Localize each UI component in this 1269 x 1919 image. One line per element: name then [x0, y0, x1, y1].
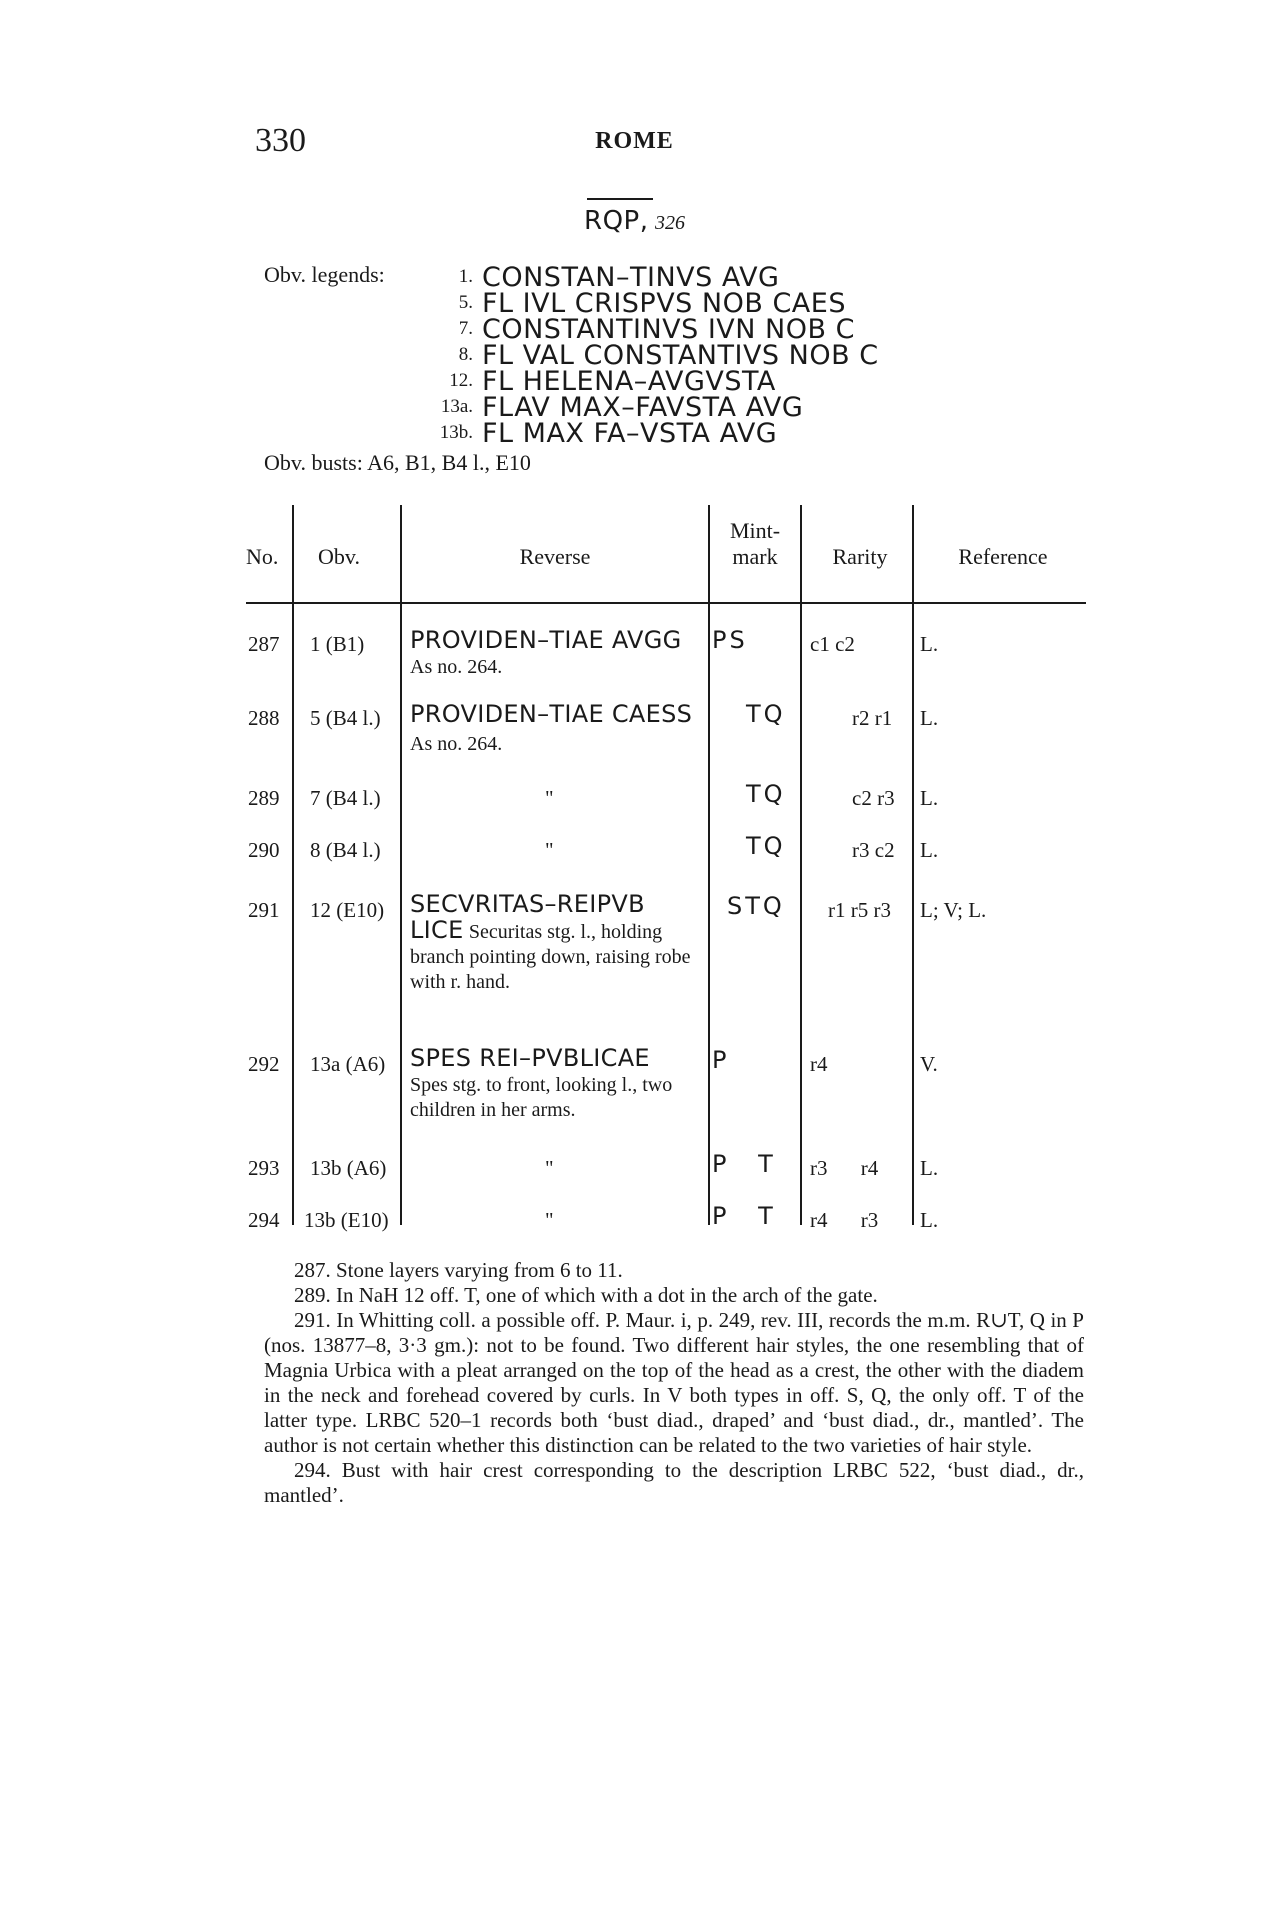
- cell-mintmark: PS: [712, 626, 748, 654]
- reverse-description: As no. 264.: [410, 656, 503, 678]
- cell-rarity: c1 c2: [810, 632, 855, 656]
- cell-rarity: r4 r3: [810, 1208, 879, 1232]
- cell-obv: 13a (A6): [310, 1052, 386, 1076]
- cell-mintmark: TQ: [746, 700, 786, 728]
- cell-no: 288: [248, 706, 280, 730]
- mint-heading: [584, 206, 685, 236]
- cell-reference: L.: [920, 632, 939, 656]
- col-header-mintmark-line2: mark: [732, 544, 778, 569]
- obverse-legends-label: Obv. legends:: [264, 262, 385, 287]
- legend-text: CONSTAN–TINVS AVG: [482, 262, 780, 293]
- column-divider: [708, 505, 710, 1225]
- legend-item: [0, 392, 804, 423]
- cell-obv: 13b (A6): [310, 1156, 387, 1180]
- footnote: 294. Bust with hair crest corresponding to the description LRBC 522, ‘bust diad., dr., mantled’.: [264, 1458, 1084, 1507]
- mint-date: 326: [654, 212, 685, 234]
- cell-rarity: r1 r5 r3: [828, 898, 891, 922]
- cell-obv: 13b (E10): [304, 1208, 389, 1232]
- cell-reverse: [410, 1046, 700, 1122]
- cell-reference: L.: [920, 786, 939, 810]
- reverse-description: As no. 264.: [410, 733, 503, 755]
- cell-no: 292: [248, 1052, 280, 1076]
- cell-no: 294: [248, 1208, 280, 1232]
- col-header-reverse: Reverse: [519, 544, 591, 569]
- cell-reference: L.: [920, 1208, 939, 1232]
- running-title: ROME: [595, 128, 674, 154]
- footnote: 291. In Whitting coll. a possible off. P. Maur. i, p. 249, rev. III, records the m.m. R∪T, Q in P (nos. 13877–8, 3·3 gm.): not to be found. Two different hair styles, the one resembling that of Magnia Urbica with a pleat arranged on the top of the head as a crest, the other with the diadem in the neck and forehead covered by curls. In V both types in off. S, Q, the only off. T of the latter type. LRBC 520–1 records both ‘bust diad., draped’ and ‘bust diad., dr., mantled’. The author is not certain whether this distinction can be related to the two varieties of hair style.: [264, 1308, 1084, 1457]
- cell-no: 287: [248, 632, 280, 656]
- legend-text: FL VAL CONSTANTIVS NOB C: [482, 340, 879, 371]
- reverse-legend: PROVIDEN–TIAE CAESS: [410, 700, 693, 728]
- cell-reference: L; V; L.: [920, 898, 987, 922]
- legend-item: [0, 288, 846, 319]
- col-header-no: No.: [246, 544, 279, 569]
- cell-reverse-ditto: ": [545, 838, 554, 862]
- cell-obv: 12 (E10): [310, 898, 385, 922]
- cell-obv: 7 (B4 l.): [310, 786, 381, 810]
- col-header-mintmark-line1: Mint-: [729, 518, 781, 543]
- table-header-rule: [246, 602, 1086, 604]
- column-divider: [400, 505, 402, 1225]
- cell-rarity: r3 c2: [852, 838, 895, 862]
- legend-number: 1.: [458, 266, 473, 287]
- cell-mintmark: P T: [712, 1150, 785, 1178]
- column-divider: [292, 505, 294, 1225]
- cell-mintmark: P: [712, 1046, 730, 1074]
- column-divider: [800, 505, 802, 1225]
- col-header-reference: Reference: [958, 544, 1048, 569]
- cell-rarity: r3 r4: [810, 1156, 879, 1180]
- cell-reverse-ditto: ": [545, 1208, 554, 1232]
- reverse-legend: PROVIDEN–TIAE AVGG: [410, 626, 682, 654]
- reverse-legend: SECVRITAS–REIPVB LICE: [410, 890, 645, 944]
- legend-text: FL IVL CRISPVS NOB CAES: [482, 288, 846, 319]
- cell-reference: L.: [920, 838, 939, 862]
- cell-reference: L.: [920, 1156, 939, 1180]
- legend-text: FL HELENA–AVGVSTA: [482, 366, 776, 397]
- legend-text: CONSTANTINVS IVN NOB C: [482, 314, 855, 345]
- reverse-description: Spes stg. to front, looking l., two children in her arms.: [410, 1074, 673, 1121]
- cell-no: 291: [248, 898, 280, 922]
- legend-number: 13a.: [440, 396, 473, 417]
- reverse-legend: SPES REI–PVBLICAE: [410, 1044, 650, 1072]
- cell-rarity: r2 r1: [852, 706, 893, 730]
- footnote: 287. Stone layers varying from 6 to 11.: [294, 1258, 623, 1282]
- cell-no: 290: [248, 838, 280, 862]
- legend-item: [0, 418, 778, 449]
- legend-number: 7.: [458, 318, 473, 339]
- cell-rarity: c2 r3: [852, 786, 895, 810]
- cell-mintmark: TQ: [746, 832, 786, 860]
- legend-number: 8.: [458, 344, 473, 365]
- legend-item: [0, 340, 879, 371]
- legend-item: [0, 366, 776, 397]
- legend-item: [0, 262, 780, 293]
- cell-obv: 8 (B4 l.): [310, 838, 381, 862]
- reverse-description: Securitas stg. l., holding branch pointing down, raising robe with r. hand.: [410, 921, 691, 993]
- cell-no: 289: [248, 786, 280, 810]
- legend-text: FLAV MAX–FAVSTA AVG: [482, 392, 804, 423]
- footnote: 289. In NaH 12 off. T, one of which with a dot in the arch of the gate.: [294, 1283, 878, 1307]
- cell-reference: L.: [920, 706, 939, 730]
- cell-reference: V.: [920, 1052, 938, 1076]
- cell-reverse: [410, 892, 700, 994]
- legend-text: FL MAX FA–VSTA AVG: [482, 418, 778, 449]
- obverse-busts: Obv. busts: A6, B1, B4 l., E10: [264, 450, 531, 475]
- cell-reverse-ditto: ": [545, 1156, 554, 1180]
- cell-rarity: r4: [810, 1052, 828, 1076]
- cell-mintmark: P T: [712, 1202, 785, 1230]
- legend-number: 5.: [458, 292, 473, 313]
- cell-obv: 1 (B1): [310, 632, 365, 656]
- footnotes: [264, 1258, 1084, 1508]
- mint-name: RQP,: [584, 206, 649, 236]
- cell-reverse-ditto: ": [545, 786, 554, 810]
- legend-number: 12.: [449, 370, 473, 391]
- col-header-obv: Obv.: [318, 544, 360, 569]
- cell-mintmark: TQ: [746, 780, 786, 808]
- mint-overline: [587, 198, 653, 200]
- legend-number: 13b.: [439, 422, 473, 443]
- page-number: 330: [255, 122, 306, 159]
- col-header-rarity: Rarity: [832, 544, 888, 569]
- cell-reverse: [410, 626, 706, 679]
- legend-item: [0, 314, 855, 345]
- cell-mintmark: STQ: [727, 892, 785, 920]
- cell-reverse: [410, 700, 706, 757]
- column-divider: [912, 505, 914, 1225]
- cell-obv: 5 (B4 l.): [310, 706, 381, 730]
- cell-no: 293: [248, 1156, 280, 1180]
